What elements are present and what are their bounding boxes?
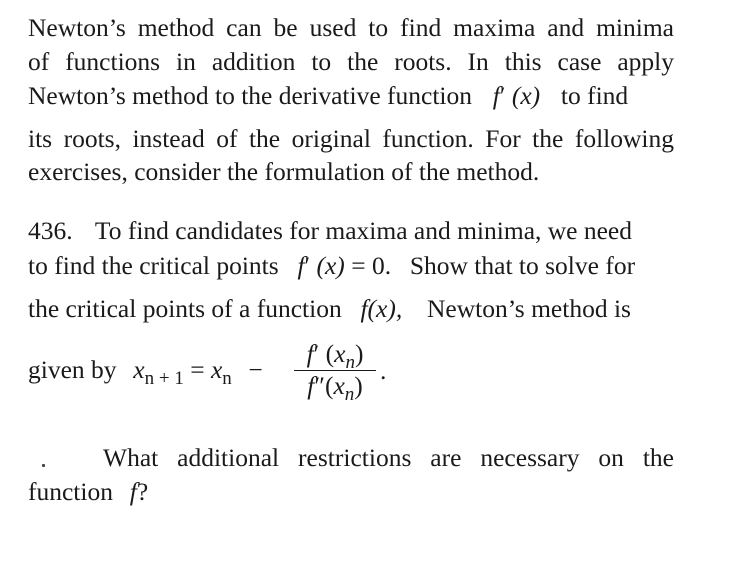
exercise-line-1 [28,216,674,246]
num-prime: ′ [313,339,320,368]
formula-rhs-x: x [210,355,223,384]
intro-text-2: of functions in addition to the roots. In this case apply [28,47,674,76]
intro-text-1: Newton’s method can be used to find maxima and minima [28,13,674,42]
den-subscript: n [344,384,355,405]
num-f: f [306,339,314,368]
question-mark: ? [136,477,149,506]
den-x: x [333,371,345,400]
exercise-line-2 [28,251,674,281]
exercise-text-2a: to find the critical points [28,251,279,280]
exercise-text-2b: Show that to solve for [409,251,636,280]
question-line-2 [28,477,674,507]
fraction-denominator [290,371,380,405]
exercise-line-3 [28,294,674,324]
formula-period [380,356,386,386]
exercise-number: 436. [28,216,73,245]
math-prime: ′ [304,251,311,280]
exercise-text-3b: Newton’s method is [426,294,631,323]
function-expression: f(x), [360,294,403,323]
num-x: x [334,339,346,368]
formula-lead-text: given by [28,355,117,384]
formula-equals: = [190,355,205,384]
math-prime: ′ [499,81,506,110]
exercise-text-3a: the critical points of a function [28,294,342,323]
intro-line-3 [28,81,674,111]
formula-period-text: . [380,356,387,385]
num-close-paren: ) [354,339,364,368]
newton-formula [28,340,674,404]
intro-line-1 [28,13,674,43]
document-page [28,0,674,568]
math-f: f [297,251,305,280]
formula-lhs-subscript: n + 1 [144,368,184,389]
intro-line-2 [28,47,674,77]
intro-text-3a: Newton’s method to the derivative function [28,81,473,110]
num-subscript: n [345,352,355,373]
den-open-paren: ( [324,371,334,400]
question-text-2a: function [28,477,113,506]
list-marker [42,464,45,467]
derivative-expression [493,81,540,110]
num-open-paren: ( [325,339,335,368]
intro-line-4 [28,124,674,154]
question-text-1: What additional restrictions are necessary on the [103,443,674,472]
den-close-paren: ) [354,371,363,400]
math-arg: (x) [316,251,345,280]
formula-lead [28,355,263,389]
fraction-numerator [290,339,380,373]
formula-minus: − [248,355,263,384]
formula-rhs-subscript: n [222,368,232,389]
critical-point-equation [297,251,391,280]
intro-text-5: exercises, consider the formulation of the method. [28,157,540,186]
formula-lhs-x: x [133,355,145,384]
math-arg: (x) [511,81,541,110]
intro-line-5 [28,157,674,187]
intro-text-3b: to find [560,81,629,110]
math-f: f [492,81,500,110]
exercise-text-1: To find candidates for maxima and minima, we need [94,216,633,245]
question-line-1 [103,443,674,473]
intro-text-4: its roots, instead of the original function. For the following [28,124,674,153]
den-double-prime: ″ [314,371,325,400]
math-equals-zero: = 0. [351,251,392,280]
formula-fraction [290,339,380,405]
den-f: f [307,371,315,400]
question-function-f: f [129,477,137,506]
